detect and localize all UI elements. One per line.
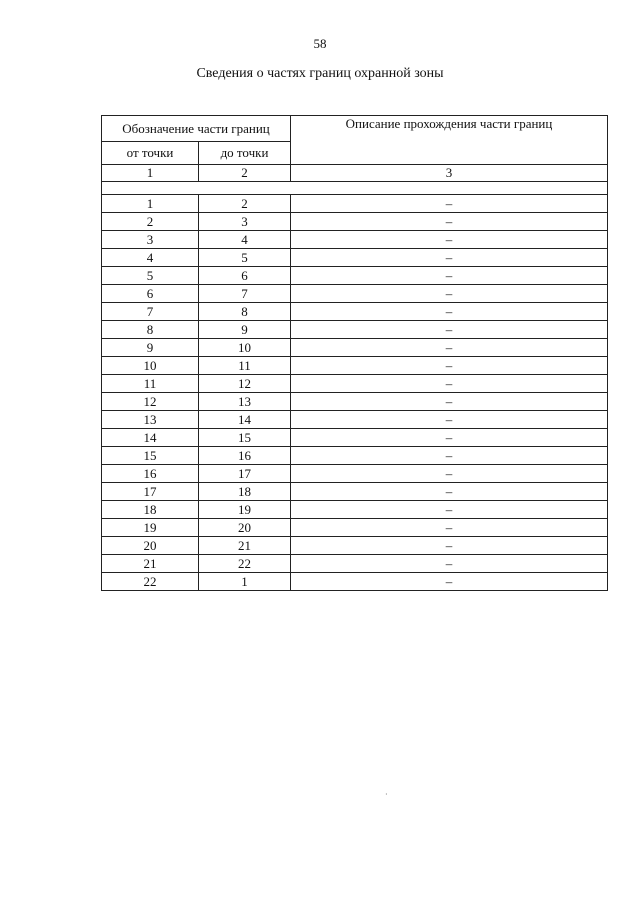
table-row	[102, 537, 608, 555]
to-point-cell: 20	[199, 519, 291, 537]
table-row	[102, 285, 608, 303]
table-row	[102, 447, 608, 465]
to-point-cell: 2	[199, 195, 291, 213]
header-to-point: до точки	[199, 142, 291, 165]
table-body	[102, 195, 608, 591]
to-point-cell: 3	[199, 213, 291, 231]
to-point-cell: 19	[199, 501, 291, 519]
from-point-cell: 20	[102, 537, 199, 555]
from-point-cell: 6	[102, 285, 199, 303]
description-cell: –	[291, 285, 608, 303]
table-row	[102, 375, 608, 393]
from-point-cell: 1	[102, 195, 199, 213]
boundary-parts-table	[101, 115, 608, 591]
to-point-cell: 4	[199, 231, 291, 249]
column-number-3: 3	[291, 165, 608, 182]
from-point-cell: 13	[102, 411, 199, 429]
spacer-cell	[102, 182, 608, 195]
table-row	[102, 357, 608, 375]
table-row	[102, 339, 608, 357]
from-point-cell: 9	[102, 339, 199, 357]
table-row	[102, 519, 608, 537]
column-number-2: 2	[199, 165, 291, 182]
from-point-cell: 17	[102, 483, 199, 501]
to-point-cell: 22	[199, 555, 291, 573]
to-point-cell: 7	[199, 285, 291, 303]
description-cell: –	[291, 555, 608, 573]
from-point-cell: 8	[102, 321, 199, 339]
from-point-cell: 4	[102, 249, 199, 267]
to-point-cell: 6	[199, 267, 291, 285]
description-cell: –	[291, 321, 608, 339]
table-row	[102, 501, 608, 519]
to-point-cell: 15	[199, 429, 291, 447]
table-row	[102, 393, 608, 411]
description-cell: –	[291, 303, 608, 321]
description-cell: –	[291, 447, 608, 465]
description-cell: –	[291, 339, 608, 357]
description-cell: –	[291, 465, 608, 483]
table-row	[102, 573, 608, 591]
spacer-row	[102, 182, 608, 195]
to-point-cell: 18	[199, 483, 291, 501]
description-cell: –	[291, 393, 608, 411]
page-number: 58	[313, 36, 327, 51]
description-cell: –	[291, 411, 608, 429]
from-point-cell: 14	[102, 429, 199, 447]
table-row	[102, 303, 608, 321]
description-cell: –	[291, 573, 608, 591]
description-cell: –	[291, 357, 608, 375]
table-row	[102, 429, 608, 447]
column-number-1: 1	[102, 165, 199, 182]
to-point-cell: 12	[199, 375, 291, 393]
from-point-cell: 21	[102, 555, 199, 573]
table-row	[102, 231, 608, 249]
to-point-cell: 21	[199, 537, 291, 555]
table-row	[102, 411, 608, 429]
to-point-cell: 8	[199, 303, 291, 321]
table-row	[102, 555, 608, 573]
header-from-point: от точки	[102, 142, 199, 165]
from-point-cell: 7	[102, 303, 199, 321]
description-cell: –	[291, 375, 608, 393]
description-cell: –	[291, 195, 608, 213]
from-point-cell: 2	[102, 213, 199, 231]
description-cell: –	[291, 501, 608, 519]
table-row	[102, 483, 608, 501]
description-cell: –	[291, 483, 608, 501]
from-point-cell: 11	[102, 375, 199, 393]
from-point-cell: 5	[102, 267, 199, 285]
description-cell: –	[291, 429, 608, 447]
to-point-cell: 17	[199, 465, 291, 483]
to-point-cell: 13	[199, 393, 291, 411]
header-boundary-designation: Обозначение части границ	[102, 116, 291, 142]
description-cell: –	[291, 231, 608, 249]
table-row	[102, 267, 608, 285]
table-row	[102, 195, 608, 213]
to-point-cell: 5	[199, 249, 291, 267]
stray-mark: ·	[385, 790, 388, 799]
table-row	[102, 465, 608, 483]
description-cell: –	[291, 213, 608, 231]
from-point-cell: 18	[102, 501, 199, 519]
from-point-cell: 12	[102, 393, 199, 411]
table-row	[102, 321, 608, 339]
to-point-cell: 1	[199, 573, 291, 591]
header-boundary-description: Описание прохождения части границ	[291, 116, 608, 165]
from-point-cell: 19	[102, 519, 199, 537]
description-cell: –	[291, 537, 608, 555]
to-point-cell: 10	[199, 339, 291, 357]
document-title: Сведения о частях границ охранной зоны	[196, 66, 444, 81]
to-point-cell: 9	[199, 321, 291, 339]
table-row	[102, 249, 608, 267]
to-point-cell: 11	[199, 357, 291, 375]
from-point-cell: 10	[102, 357, 199, 375]
table-row	[102, 213, 608, 231]
description-cell: –	[291, 519, 608, 537]
from-point-cell: 15	[102, 447, 199, 465]
from-point-cell: 3	[102, 231, 199, 249]
to-point-cell: 16	[199, 447, 291, 465]
from-point-cell: 16	[102, 465, 199, 483]
description-cell: –	[291, 249, 608, 267]
description-cell: –	[291, 267, 608, 285]
from-point-cell: 22	[102, 573, 199, 591]
to-point-cell: 14	[199, 411, 291, 429]
